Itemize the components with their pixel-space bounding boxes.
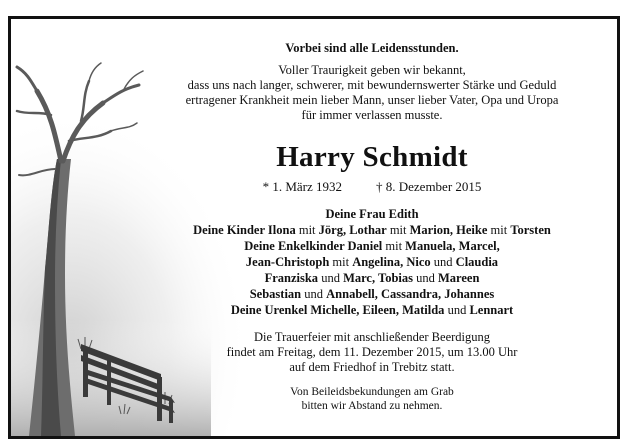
family-line (161, 255, 583, 270)
family-name: Marc, Tobias (343, 271, 413, 285)
intro-line: dass uns nach langer, schwerer, mit bewundernswerter Stärke und Geduld (187, 78, 557, 92)
family-name: Claudia (455, 255, 499, 269)
family-conj: und (318, 271, 344, 285)
birth-date: * 1. März 1932 (262, 179, 342, 194)
family-conj: mit (295, 223, 319, 237)
family-name: Sebastian (249, 287, 302, 301)
closing-line: bitten wir Abstand zu nehmen. (301, 400, 443, 412)
deceased-name: Harry Schmidt (276, 141, 468, 173)
family-line (161, 239, 583, 254)
family-line (161, 223, 583, 238)
family-name: Annabell, Cassandra, Johannes (326, 287, 495, 301)
death-date: † 8. Dezember 2015 (376, 179, 482, 194)
family-line (161, 303, 583, 318)
family-line (161, 271, 583, 286)
obituary-frame (8, 16, 620, 439)
family-name: Deine Enkelkinder Daniel (244, 239, 383, 253)
life-dates (161, 179, 583, 194)
family-conj: mit (382, 239, 406, 253)
motto: Vorbei sind alle Leidensstunden. (285, 41, 459, 55)
family-conj: und (301, 287, 327, 301)
family-name: Lennart (469, 303, 514, 317)
family-name: Franziska (264, 271, 319, 285)
closing-line: Von Beileidsbekundungen am Grab (290, 386, 454, 398)
family-name: Torsten (510, 223, 551, 237)
family-wife: Deine Frau Edith (325, 207, 419, 221)
family-line (161, 287, 583, 302)
family-name: Mareen (437, 271, 480, 285)
family-conj: und (430, 255, 456, 269)
family-name: Jörg, Lothar (318, 223, 387, 237)
family-name: Manuela, Marcel, (405, 239, 500, 253)
family-name: Deine Kinder Ilona (193, 223, 296, 237)
funeral-line: auf dem Friedhof in Trebitz statt. (289, 360, 455, 374)
family-name: Jean-Christoph (245, 255, 330, 269)
funeral-line: findet am Freitag, dem 11. Dezember 2015, um 13.00 Uhr (226, 345, 518, 359)
family-conj: mit (487, 223, 511, 237)
intro-line: für immer verlassen musste. (301, 108, 443, 122)
funeral-line: Die Trauerfeier mit anschließender Beerdigung (253, 330, 491, 344)
family-conj: und (412, 271, 438, 285)
family-conj: mit (386, 223, 410, 237)
family-conj: und (444, 303, 470, 317)
family-conj: mit (329, 255, 353, 269)
intro-line: ertragener Krankheit mein lieber Mann, unser lieber Vater, Opa und Uropa (185, 93, 559, 107)
family-name: Marion, Heike (409, 223, 488, 237)
family-name: Angelina, Nico (352, 255, 431, 269)
family-name: Deine Urenkel Michelle, Eileen, Matilda (230, 303, 445, 317)
intro-line: Voller Traurigkeit geben wir bekannt, (278, 63, 466, 77)
